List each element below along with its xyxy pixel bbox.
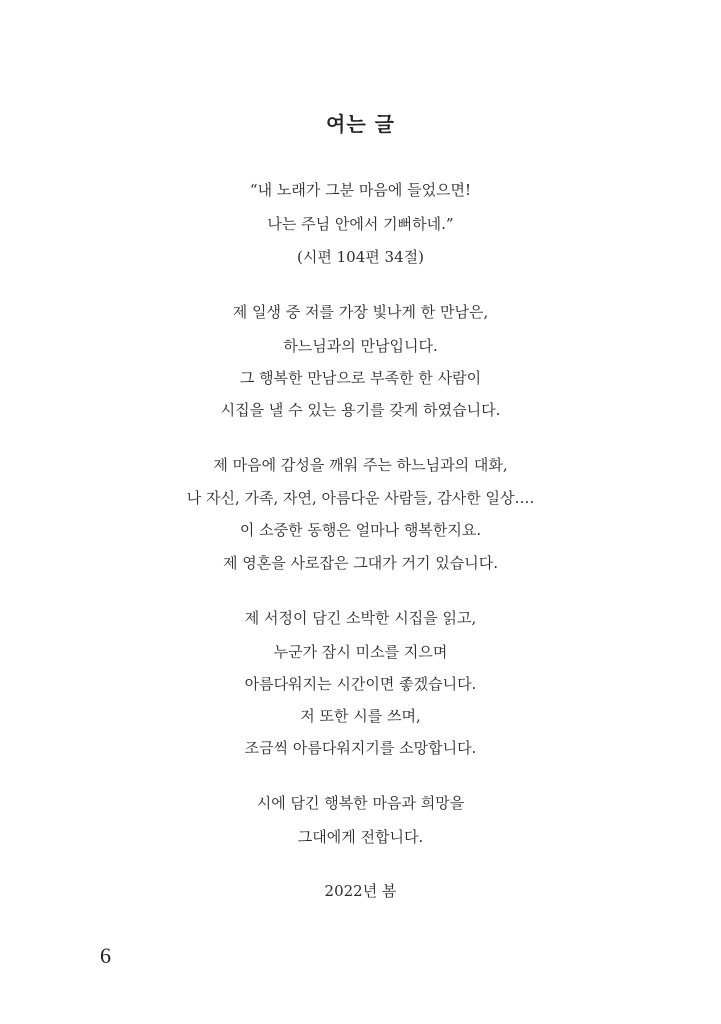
text-line: 누군가 잠시 미소를 지으며: [273, 643, 448, 661]
text-line: 조금씩 아름다워지기를 소망합니다.: [244, 739, 477, 757]
text-line: 그대에게 전합니다.: [297, 828, 424, 846]
date-line: 2022년 봄: [324, 882, 397, 900]
text-line: 하느님과의 만남입니다.: [283, 337, 438, 355]
text-line: 나는 주님 안에서 기뻐하네.”: [267, 215, 454, 233]
text-line: 그 행복한 만남으로 부족한 한 사람이: [239, 369, 482, 387]
page-title: 여는 글: [326, 112, 395, 136]
text-line: 저 또한 시를 쓰며,: [300, 707, 421, 725]
text-line: 나 자신, 가족, 자연, 아름다운 사람들, 감사한 일상….: [186, 489, 535, 507]
text-line: 이 소중한 동행은 얼마나 행복한지요.: [239, 521, 482, 539]
text-line: 제 영혼을 사로잡은 그대가 거기 있습니다.: [223, 554, 498, 572]
text-line: 시에 담긴 행복한 마음과 희망을: [256, 794, 465, 812]
text-line: (시편 104편 34절): [297, 248, 424, 266]
text-line: 제 일생 중 저를 가장 빛나게 한 만남은,: [232, 303, 489, 321]
text-line: 제 서정이 담긴 소박한 시집을 읽고,: [244, 609, 477, 627]
text-line: 시집을 낼 수 있는 용기를 갖게 하였습니다.: [220, 401, 501, 419]
text-line: 제 마음에 감성을 깨워 주는 하느님과의 대화,: [213, 456, 508, 474]
text-line: “내 노래가 그분 마음에 들었으면!: [249, 181, 472, 199]
text-line: 아름다워지는 시간이면 좋겠습니다.: [244, 675, 477, 693]
page-number: 6: [100, 943, 111, 968]
